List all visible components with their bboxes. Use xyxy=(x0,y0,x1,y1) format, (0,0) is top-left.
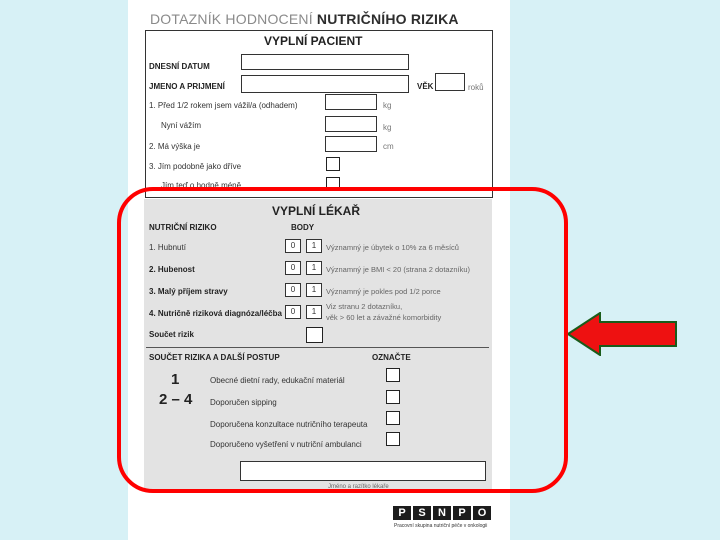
risk-2-points-one[interactable]: 1 xyxy=(306,283,322,297)
name-field[interactable] xyxy=(241,75,409,93)
question-1b: Nyní vážím xyxy=(161,121,202,130)
logo-letter: P xyxy=(453,506,471,520)
date-field[interactable] xyxy=(241,54,409,70)
question-3b: Jím teď o hodně méně xyxy=(161,181,242,190)
risk-3-points-one[interactable]: 1 xyxy=(306,305,322,319)
risk-row-description: Významný je úbytek o 10% za 6 měsíců xyxy=(326,243,459,252)
highlight-ellipse xyxy=(117,187,568,493)
risk-row-description-2: věk > 60 let a závažné komorbidity xyxy=(326,313,442,322)
risk-0-points-one[interactable]: 1 xyxy=(306,239,322,253)
age-unit: roků xyxy=(468,83,484,92)
risk-row-description: Významný je pokles pod 1/2 porce xyxy=(326,287,441,296)
risk-row-label: 1. Hubnutí xyxy=(149,243,186,252)
procedure-header: SOUČET RIZIKA A DALŠÍ POSTUP xyxy=(149,353,280,362)
action-label: Obecné dietní rady, edukační materiál xyxy=(210,376,345,385)
mark-header: OZNAČTE xyxy=(372,353,411,362)
logo-letter: N xyxy=(433,506,451,520)
date-label: DNESNÍ DATUM xyxy=(149,62,210,71)
eats-same-checkbox[interactable] xyxy=(326,157,340,171)
question-2: 2. Má výška je xyxy=(149,142,201,151)
doctor-section-heading: VYPLNÍ LÉKAŘ xyxy=(272,204,361,218)
height-unit: cm xyxy=(383,142,394,151)
sum-label: Součet rizik xyxy=(149,330,194,339)
age-field[interactable] xyxy=(435,73,465,91)
weight-before-unit: kg xyxy=(383,101,392,110)
action-label: Doporučeno vyšetření v nutriční ambulanci xyxy=(210,440,362,449)
risk-row-description: Viz stranu 2 dotazníku, xyxy=(326,302,403,311)
action-label: Doporučena konzultace nutričního terapeuta xyxy=(210,420,368,429)
risk-header: NUTRIČNÍ RIZIKO xyxy=(149,223,217,232)
risk-2-points-zero[interactable]: 0 xyxy=(285,283,301,297)
risk-row-label: 4. Nutričně riziková diagnóza/léčba xyxy=(149,309,282,318)
score-two-four: 2 – 4 xyxy=(159,391,193,408)
risk-1-points-one[interactable]: 1 xyxy=(306,261,322,275)
points-header: BODY xyxy=(291,223,315,232)
signature-label: Jméno a razítko lékaře xyxy=(328,484,389,490)
height-field[interactable] xyxy=(325,136,377,152)
score-one: 1 xyxy=(171,371,180,388)
patient-section-heading: VYPLNÍ PACIENT xyxy=(264,34,363,48)
name-label: JMENO A PRIJMENÍ xyxy=(149,82,225,91)
risk-1-points-zero[interactable]: 0 xyxy=(285,261,301,275)
weight-before-field[interactable] xyxy=(325,94,377,110)
logo-letter: P xyxy=(393,506,411,520)
psnpo-logo xyxy=(393,503,493,521)
weight-now-field[interactable] xyxy=(325,116,377,132)
question-1: 1. Před 1/2 rokem jsem vážil/a (odhadem) xyxy=(149,101,298,110)
action-label: Doporučen sipping xyxy=(210,398,277,407)
risk-row-description: Významný je BMI < 20 (strana 2 dotazníku) xyxy=(326,265,471,274)
logo-subtitle: Pracovní skupina nutriční péče v onkologii xyxy=(394,523,488,529)
risk-row-label: 2. Hubenost xyxy=(149,265,195,274)
weight-now-unit: kg xyxy=(383,123,392,132)
age-label: VĚK xyxy=(417,82,434,91)
risk-3-points-zero[interactable]: 0 xyxy=(285,305,301,319)
document-title xyxy=(150,11,459,27)
question-3: 3. Jím podobně jako dříve xyxy=(149,162,242,171)
logo-letter: S xyxy=(413,506,431,520)
risk-0-points-zero[interactable]: 0 xyxy=(285,239,301,253)
title-part-1: DOTAZNÍK HODNOCENÍ xyxy=(150,11,313,27)
title-part-2: NUTRIČNÍHO RIZIKA xyxy=(316,11,459,27)
left-arrow-icon xyxy=(568,312,680,356)
logo-letter: O xyxy=(473,506,491,520)
risk-row-label: 3. Malý příjem stravy xyxy=(149,287,228,296)
